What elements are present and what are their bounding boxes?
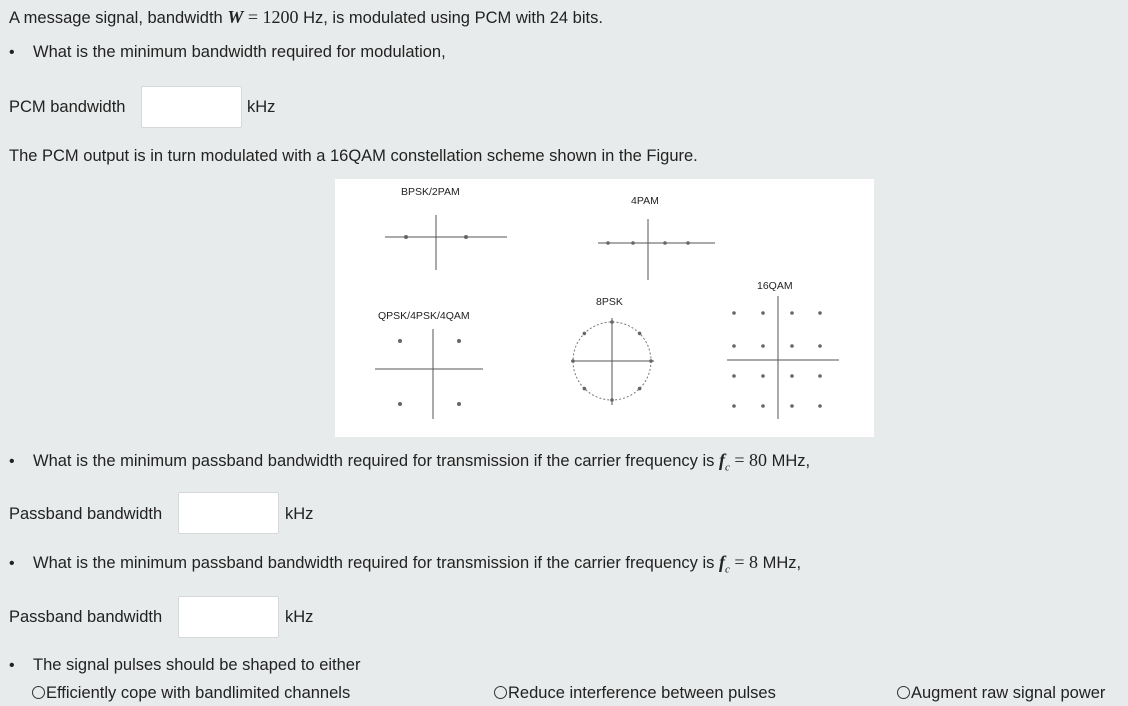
bpsk-label: BPSK/2PAM	[401, 186, 460, 198]
question-2-suffix: MHz,	[767, 452, 811, 470]
qpsk-label: QPSK/4PSK/4QAM	[378, 310, 470, 322]
bullet-icon: •	[9, 453, 15, 470]
option-label: Efficiently cope with bandlimited channels	[46, 684, 351, 702]
intro-eq: = 1200	[243, 7, 299, 27]
question-4-text: The signal pulses should be shaped to either	[33, 656, 361, 674]
constellation-figure	[335, 179, 874, 437]
option-label: Reduce interference between pulses	[508, 684, 776, 702]
passband-1-unit: kHz	[285, 505, 314, 523]
question-2-math	[718, 450, 768, 474]
option-reduce-interference[interactable]	[494, 684, 776, 703]
fc-var: f	[718, 450, 725, 470]
8psk-label: 8PSK	[596, 296, 623, 308]
option-efficient-bandlimited[interactable]	[32, 684, 350, 703]
passband-2-label: Passband bandwidth	[9, 608, 163, 626]
question-4	[9, 656, 360, 675]
radio-icon[interactable]	[494, 686, 507, 699]
16qam-label: 16QAM	[757, 280, 793, 292]
option-label: Augment raw signal power	[911, 684, 1106, 702]
question-2-eq: = 80	[729, 450, 768, 470]
fc-sub: c	[724, 461, 730, 474]
constellation-diagram	[335, 179, 874, 437]
qam-text: The PCM output is in turn modulated with a 16QAM constellation scheme shown in the Figure.	[9, 147, 698, 165]
question-3-suffix: MHz,	[758, 554, 802, 572]
option-augment-power[interactable]	[897, 684, 1105, 703]
radio-icon[interactable]	[32, 686, 45, 699]
fc-sub: c	[724, 563, 730, 576]
passband-2-input[interactable]	[178, 596, 279, 638]
pcm-bandwidth-input[interactable]	[141, 86, 242, 128]
intro-prefix: A message signal, bandwidth	[9, 9, 228, 27]
intro-suffix: Hz, is modulated using PCM with 24 bits.	[298, 9, 603, 27]
question-2-text: What is the minimum passband bandwidth required for transmission if the carrier frequency is	[33, 452, 719, 470]
fc-var: f	[718, 552, 725, 572]
question-3-text: What is the minimum passband bandwidth required for transmission if the carrier frequency is	[33, 554, 719, 572]
intro-var: W	[227, 7, 244, 27]
passband-2-unit: kHz	[285, 608, 314, 626]
4pam-label: 4PAM	[631, 195, 659, 207]
question-1	[9, 43, 446, 62]
question-3-math	[718, 552, 759, 576]
question-1-text: What is the minimum bandwidth required for modulation,	[33, 43, 446, 61]
intro-math	[227, 7, 298, 27]
question-3	[9, 552, 801, 576]
pcm-bandwidth-unit: kHz	[247, 98, 276, 116]
passband-1-input[interactable]	[178, 492, 279, 534]
bullet-icon: •	[9, 44, 15, 61]
question-3-eq: = 8	[729, 552, 759, 572]
radio-icon[interactable]	[897, 686, 910, 699]
passband-1-label: Passband bandwidth	[9, 505, 163, 523]
question-2	[9, 450, 810, 474]
bullet-icon: •	[9, 657, 15, 674]
bullet-icon: •	[9, 555, 15, 572]
pcm-bandwidth-label: PCM bandwidth	[9, 98, 126, 116]
intro-text	[9, 7, 603, 28]
